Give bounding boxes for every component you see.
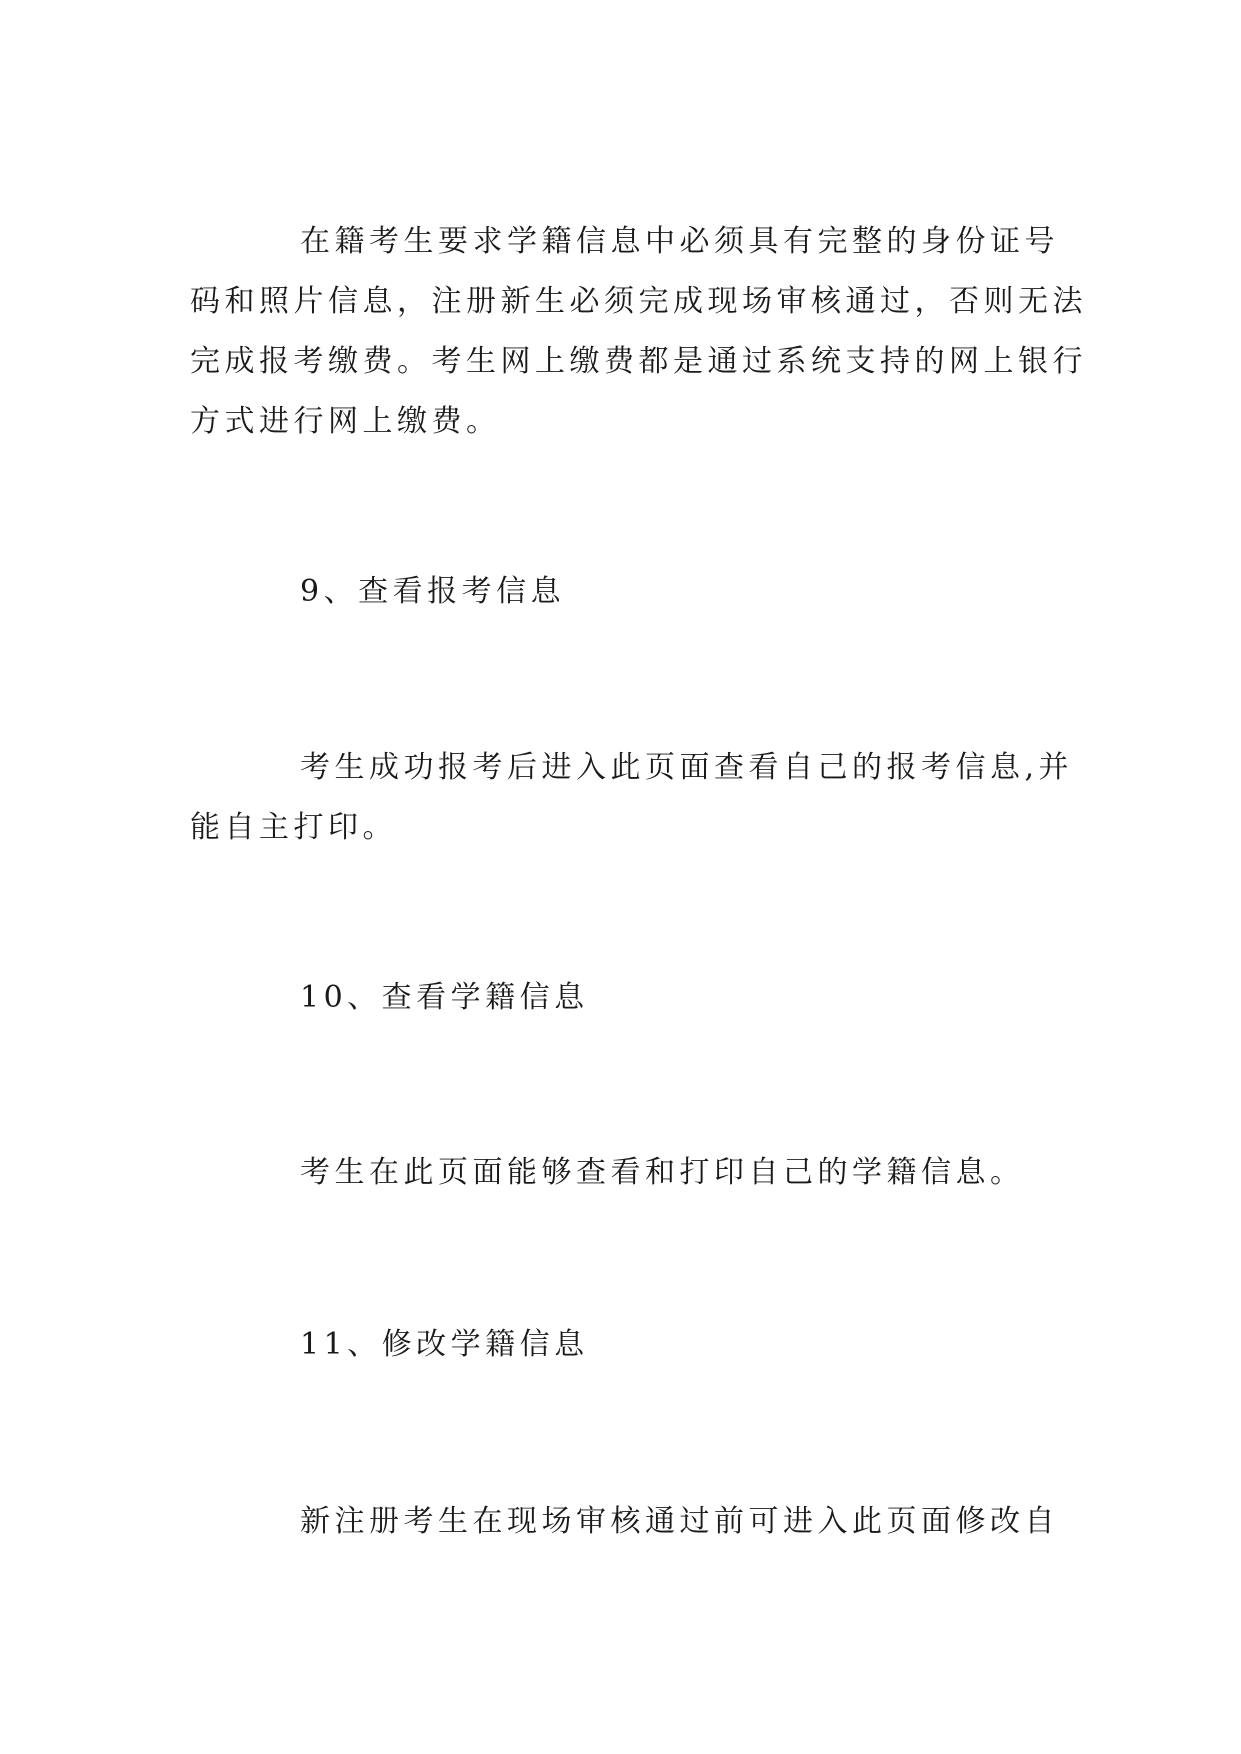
paragraph-2-line-2: 能自主打印。: [190, 810, 397, 845]
paragraph-3-line-1: 考生在此页面能够查看和打印自己的学籍信息。: [300, 1155, 1025, 1190]
section-heading-10: 10、查看学籍信息: [300, 980, 589, 1015]
section-heading-11: 11、修改学籍信息: [300, 1327, 589, 1362]
section-heading-9: 9、查看报考信息: [300, 574, 566, 609]
paragraph-4-line-1: 新注册考生在现场审核通过前可进入此页面修改自: [300, 1504, 1059, 1539]
paragraph-1-line-1: 在籍考生要求学籍信息中必须具有完整的身份证号: [300, 224, 1059, 259]
paragraph-1-line-4: 方式进行网上缴费。: [190, 404, 501, 439]
paragraph-1-line-2: 码和照片信息，注册新生必须完成现场审核通过，否则无法: [190, 284, 1087, 319]
paragraph-1-line-3: 完成报考缴费。考生网上缴费都是通过系统支持的网上银行: [190, 344, 1087, 379]
paragraph-2-line-1: 考生成功报考后进入此页面查看自己的报考信息,并: [300, 750, 1074, 785]
